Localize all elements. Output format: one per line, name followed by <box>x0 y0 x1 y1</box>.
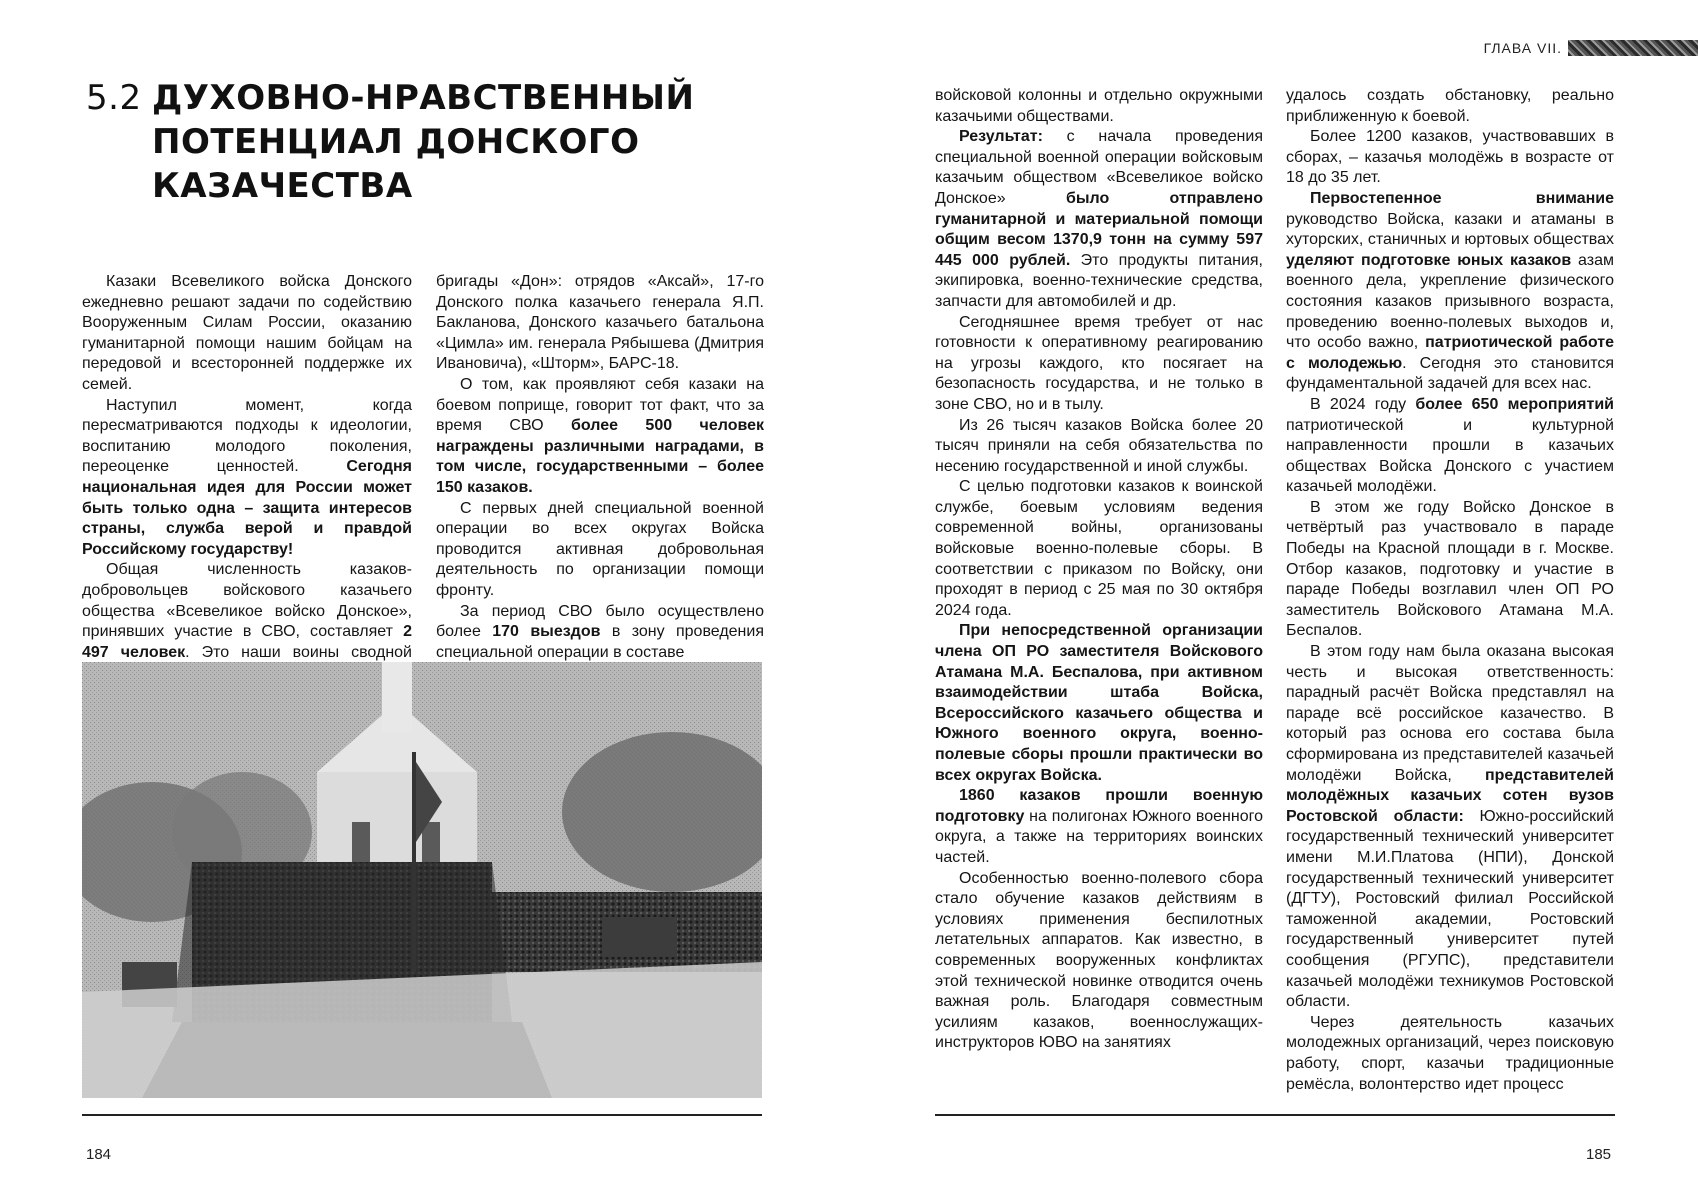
chapter-title-line1: ДУХОВНО-НРАВСТВЕННЫЙ <box>152 78 695 118</box>
text-column-1 <box>82 272 412 684</box>
paragraph: Особенностью военно-полевого сбора стало обучение казаков действиям в условиях применения беспилотных летательных аппаратов. Как известно, в современных вооруженных конфликтах этой технической новинке отводится очень важная роль. Благодаря совместным усилиям казаков, военнослужащих-инструкторов ЮВО на занятиях <box>935 869 1263 1052</box>
bold-statement: Сегодня национальная идея для России может быть только одна – защита интересов страны, служба верой и правдой Российскому государству! <box>82 458 412 558</box>
text-column-4 <box>1286 86 1614 1095</box>
paragraph: В этом же году Войско Донское в четвёртый раз участвовало в параде Победы на Красной площади в г. Москве. Отбор казаков, подготовку и участие в параде Победы возглавил член ОП РО заместитель Войскового Атамана М.А. Беспалов. <box>1286 498 1614 640</box>
paragraph: Общая численность казаков-добровольцев войскового казачьего общества «Всевеликое войско Донское», принявших участие в СВО, составляет 2 497 человек. Это наши воины сводной <box>82 561 412 661</box>
page-number: 185 <box>1586 1146 1612 1163</box>
paragraph: В этом году нам была оказана высокая честь и высокая ответственность: парадный расчёт Войска представлял на параде всё российское казачество. В который раз основа его состава была сформирована из представителей казачьей молодёжи Войска, представителей молодёжных казачьих сотен вузов Ростовской области: Южно-российский государственный технический университет имени М.И.Платова (НПИ), Донской государственный технический университет (ДГТУ), Ростовский филиал Российской таможенной академии, Ростовский государственный университет путей сообщения (РГУПС), представители казачьей молодёжи техникумов Ростовской области. <box>1286 643 1614 1011</box>
paragraph: В 2024 году более 650 мероприятий патриотической и культурной направленности прошли в казачьих обществах Войска Донского с участием казачьей молодёжи. <box>1286 395 1614 496</box>
paragraph: За период СВО было осуществлено более 170 выездов в зону проведения специальной операции в составе <box>436 602 764 661</box>
paragraph: Результат: с начала проведения специальной военной операции войсковым казачьим обществом «Всевеликое войско Донское» было отправлено гуманитарной и материальной помощи общим весом 1370,9 тонн на сумму 597 445 000 рублей. Это продукты питания, экипировка, военно-технические средства, запчасти для автомобилей и др. <box>935 128 1263 310</box>
paragraph: удалось создать обстановку, реально приближенную к боевой. <box>1286 87 1614 125</box>
decorative-band <box>1568 40 1698 56</box>
text-column-2 <box>436 272 764 663</box>
parade-photo-illustration <box>82 662 762 1098</box>
paragraph: Через деятельность казачьих молодежных организаций, через поисковую работу, спорт, казачьи традиционные ремёсла, волонтерство идет процесс <box>1286 1013 1614 1093</box>
paragraph: Более 1200 казаков, участвовавших в сборах, – казачья молодёжь в возрасте от 18 до 35 лет. <box>1286 128 1614 187</box>
running-head: ГЛАВА VII. <box>1483 40 1562 56</box>
paragraph: Казаки Всевеликого войска Донского ежедневно решают задачи по содействию Вооруженным Силам России, оказанию гуманитарной помощи нашим бойцам на передовой и всесторонней поддержке их семей. <box>82 273 412 393</box>
text-column-3 <box>935 86 1263 1054</box>
footer-rule <box>935 1114 1615 1116</box>
paragraph: Из 26 тысяч казаков Войска более 20 тысяч приняли на себя обязательства по несению государственной и иной службы. <box>935 416 1263 475</box>
right-page <box>849 0 1698 1200</box>
footer-rule <box>82 1114 762 1116</box>
paragraph: 1860 казаков прошли военную подготовку на полигонах Южного военного округа, а также на территориях воинских частей. <box>935 787 1263 866</box>
paragraph: С первых дней специальной военной операции во всех округах Войска проводится активная добровольная деятельность по организации помощи фронту. <box>436 499 764 599</box>
paragraph: Сегодняшнее время требует от нас готовности к оперативному реагированию на угрозы каждого, кто посягает на безопасность государства, и не только в зоне СВО, но и в тылу. <box>935 313 1263 413</box>
page-number: 184 <box>86 1146 112 1163</box>
paragraph: войсковой колонны и отдельно окружными казачьими обществами. <box>935 87 1263 125</box>
chapter-heading <box>86 76 849 208</box>
paragraph: С целью подготовки казаков к воинской службе, боевым условиям ведения современной войны, организованы войсковые военно-полевые сборы. В соответствии с приказом по Войску, они проходят в период с 25 мая по 30 октября 2024 года. <box>935 478 1263 619</box>
parade-photo <box>82 662 762 1098</box>
paragraph: При непосредственной организации члена ОП РО заместителя Войскового Атамана М.А. Беспалова, при активном взаимодействии штаба Войска, Всероссийского казачьего общества и Южного военного округа, военно-полевые сборы прошли практически во всех округах Войска. <box>935 622 1263 784</box>
chapter-title-line2: ПОТЕНЦИАЛ ДОНСКОГО КАЗАЧЕСТВА <box>152 122 640 206</box>
paragraph: Первостепенное внимание руководство Войска, казаки и атаманы в хуторских, станичных и юртовых обществах уделяют подготовке юных казаков азам военного дела, укрепление физического состояния казаков призывного возраста, проведению военно-полевых выходов и, что особо важно, патриотической работе с молодежью. Сегодня это становится фундаментальной задачей для всех нас. <box>1286 189 1615 393</box>
paragraph: Наступил момент, когда пересматриваются подходы к идеологии, воспитанию молодого поколения, переоценке ценностей. Сегодня национальная идея для России может быть только одна – защита интересов страны, служба верой и правдой Российскому государству! <box>82 396 412 558</box>
paragraph: бригады «Дон»: отрядов «Аксай», 17-го Донского полка казачьего генерала Я.П. Бакланова, Донского казачьего батальона «Цимла» им. генерала Рябышева (Дмитрия Ивановича), «Шторм», БАРС-18. <box>436 273 764 373</box>
chapter-number: 5.2 <box>86 78 142 118</box>
paragraph: О том, как проявляют себя казаки на боевом поприще, говорит тот факт, что за время СВО более 500 человек награждены различными наградами, в том числе, государственными – более 150 казаков. <box>436 375 764 496</box>
